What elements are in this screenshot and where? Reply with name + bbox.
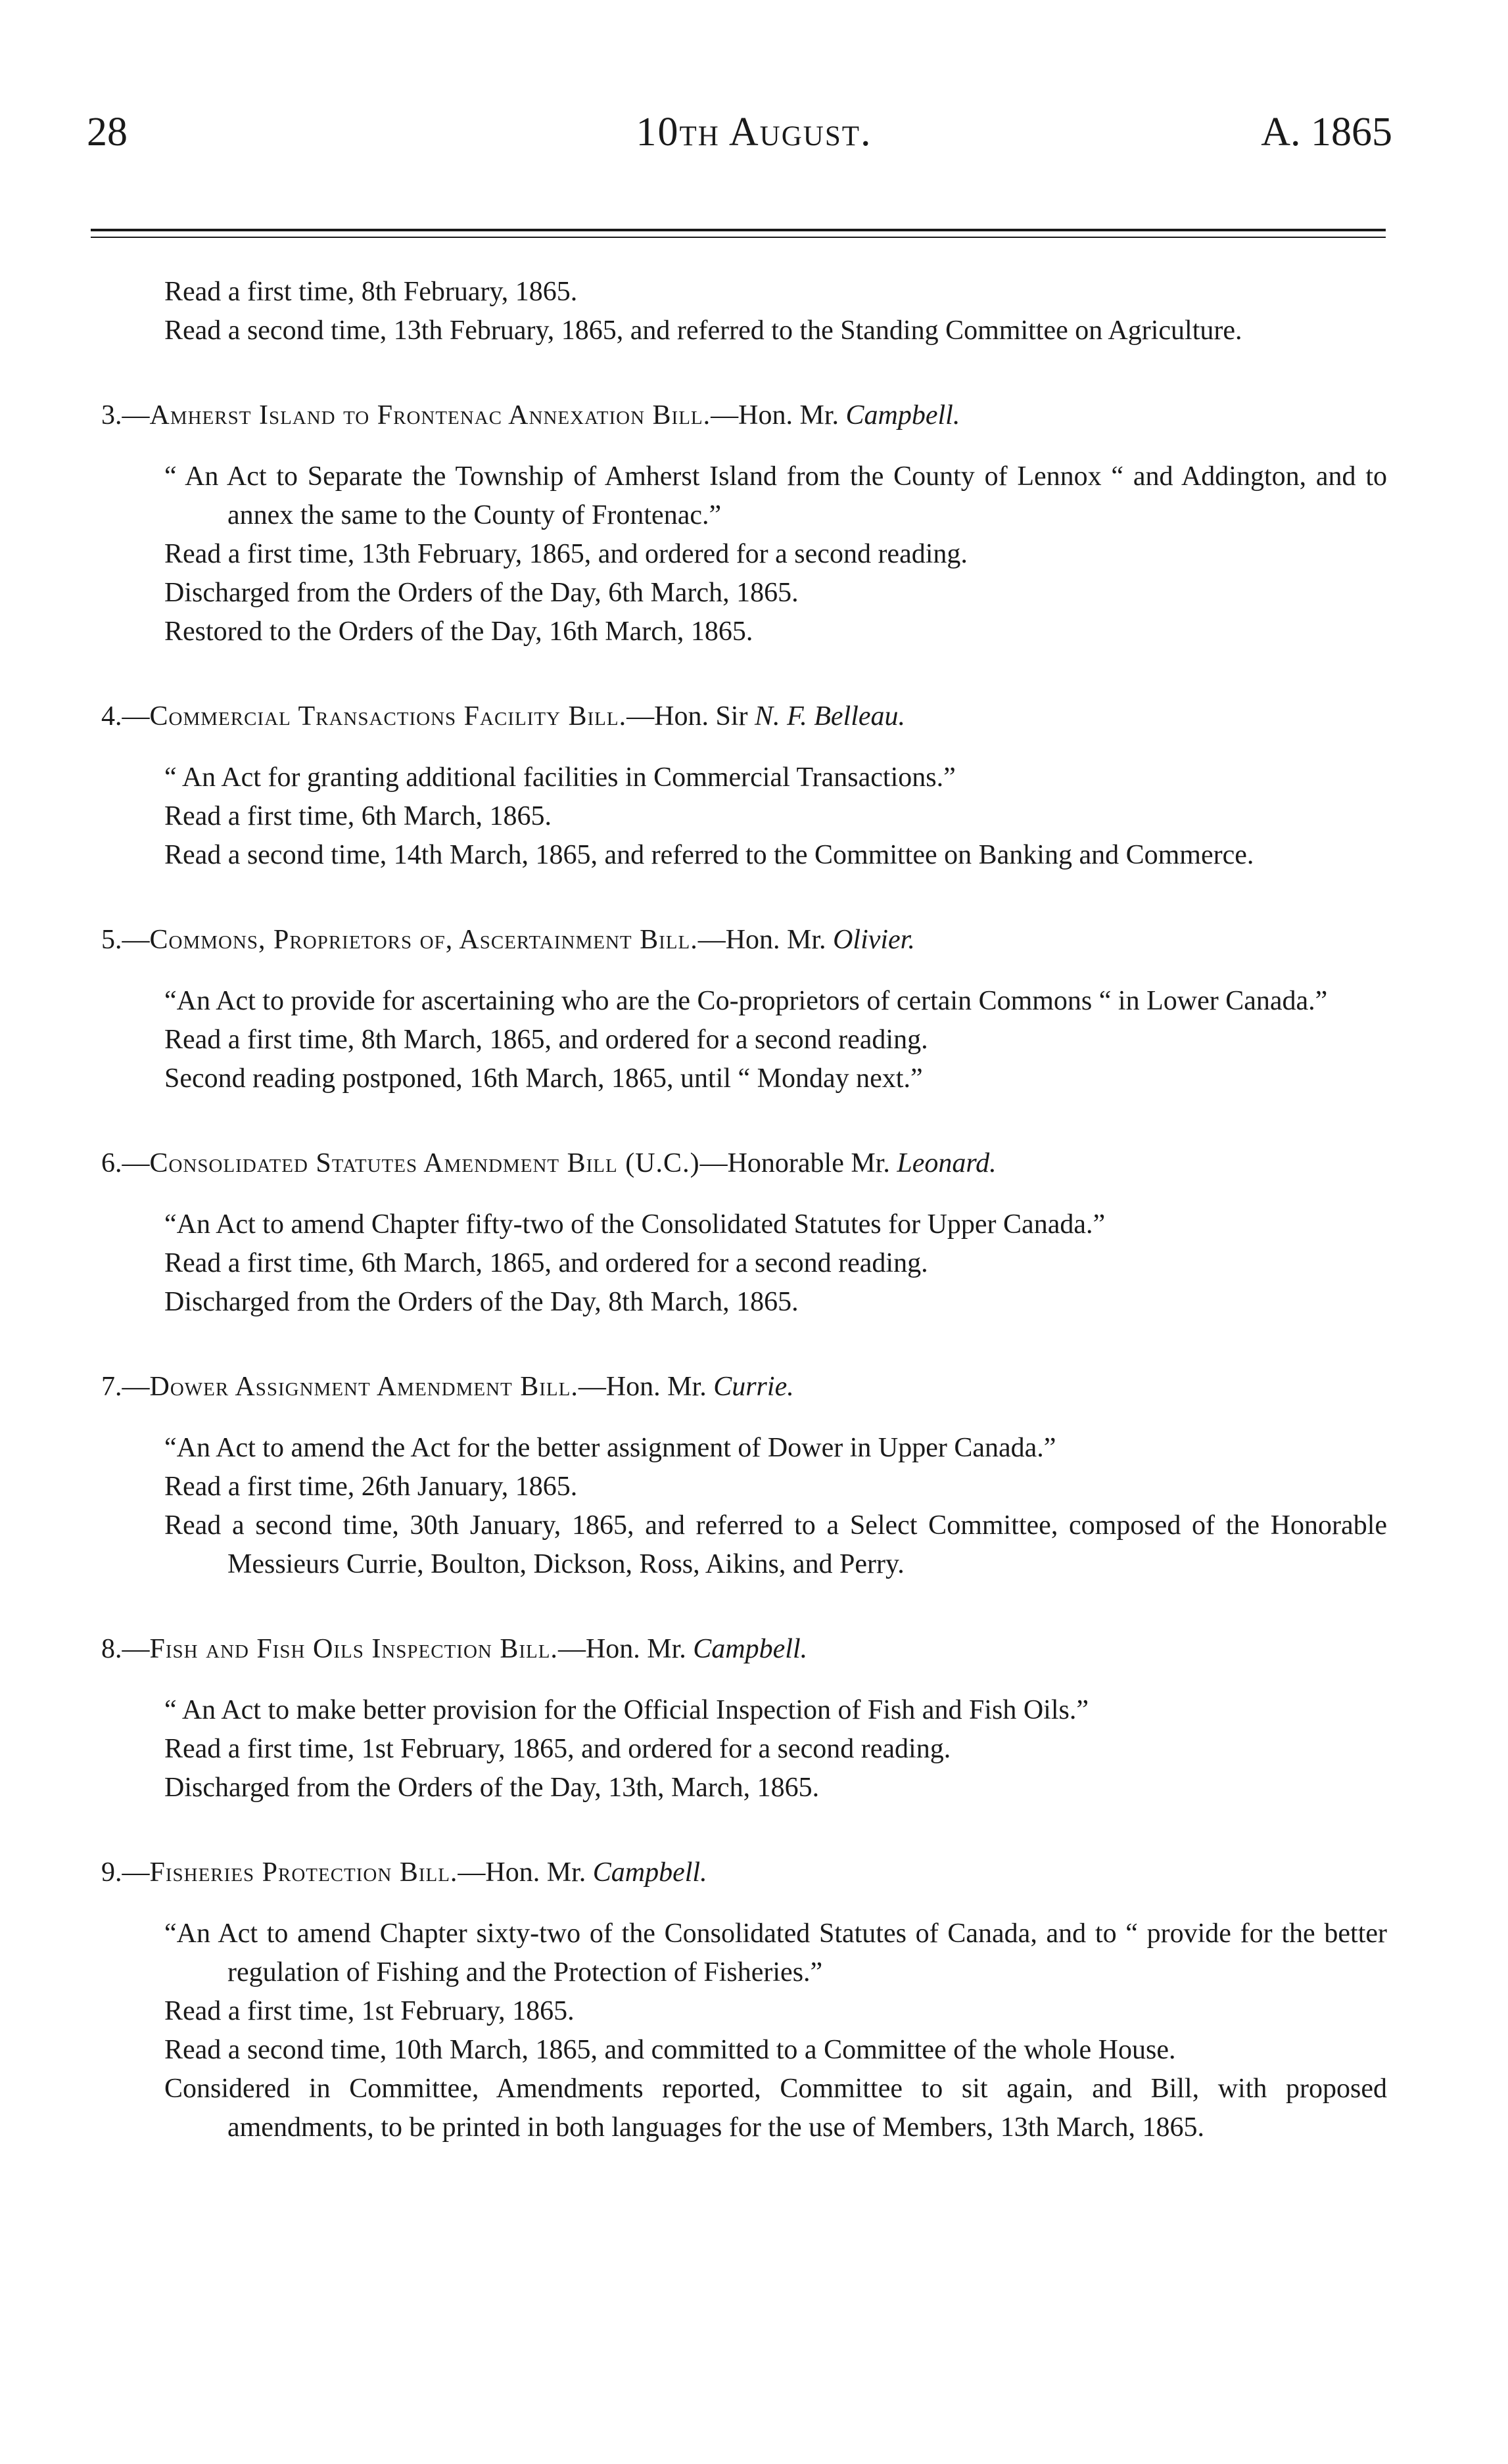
bill-name: Fisheries Protection Bill.: [149, 1857, 458, 1888]
bill-entry: Read a first time, 6th March, 1865.: [164, 801, 552, 831]
bill-entry: Read a first time, 26th January, 1865.: [164, 1472, 578, 1502]
bill-act-title: “An Act to amend the Act for the better assignment of Dower in Upper Canada.”: [164, 1433, 1056, 1463]
bill-entry: Read a first time, 1st February, 1865.: [164, 1996, 575, 2026]
bill-sponsor-prefix: —Hon. Mr.: [711, 400, 846, 430]
bill-number: 4.—: [101, 701, 150, 732]
bill-act-title: “ An Act for granting additional facilities in Commercial Transactions.”: [164, 762, 956, 793]
page-number: 28: [87, 110, 128, 154]
bill-act-title: “ An Act to Separate the Township of Amherst Island from the County of Lennox “ and Addington, and to annex the same to the County of Frontenac.”: [164, 461, 1387, 530]
bill-title: [101, 697, 1387, 736]
page-date-heading: 10th August.: [636, 110, 872, 154]
bill-entry: Read a first time, 6th March, 1865, and ordered for a second reading.: [164, 1248, 928, 1278]
bill-act-title: “An Act to amend Chapter fifty-two of the Consolidated Statutes for Upper Canada.”: [164, 1209, 1106, 1240]
page-body: [101, 273, 1387, 2147]
bill-title: [101, 1853, 1387, 1892]
bill-sponsor: Campbell.: [693, 1634, 808, 1664]
bill-name: Amherst Island to Frontenac Annexation Bill.: [149, 400, 711, 430]
bill-entry: Considered in Committee, Amendments reported, Committee to sit again, and Bill, with proposed amendments, to be printed in both languages for the use of Members, 13th March, 1865.: [164, 2074, 1387, 2143]
bill-act-title: “An Act to provide for ascertaining who are the Co-proprietors of certain Commons “ in Lower Canada.”: [164, 986, 1328, 1016]
bill-entry: Read a first time, 13th February, 1865, and ordered for a second reading.: [164, 539, 968, 569]
bill-sponsor-prefix: —Hon. Sir: [626, 701, 755, 732]
bill-sponsor-prefix: —Hon. Mr.: [458, 1857, 593, 1888]
bill-entry: Discharged from the Orders of the Day, 13th, March, 1865.: [164, 1773, 820, 1803]
bill-entry: Discharged from the Orders of the Day, 6th March, 1865.: [164, 578, 799, 608]
bill-sponsor: N. F. Belleau.: [754, 701, 905, 732]
bill-sponsor-prefix: —Hon. Mr.: [697, 925, 834, 955]
bill-title: [101, 1144, 1387, 1183]
bill-entry: Discharged from the Orders of the Day, 8th March, 1865.: [164, 1287, 799, 1317]
bill-entry: Restored to the Orders of the Day, 16th March, 1865.: [164, 616, 753, 647]
bill-title: [101, 396, 1387, 435]
bill-name: Dower Assignment Amendment Bill.: [149, 1372, 578, 1402]
bill-entry: Read a first time, 1st February, 1865, and ordered for a second reading.: [164, 1734, 951, 1764]
bill-name: Commercial Transactions Facility Bill.: [149, 701, 627, 732]
bill-title: [101, 921, 1387, 960]
bill-entry: Read a second time, 14th March, 1865, and referred to the Committee on Banking and Commerce.: [164, 840, 1254, 870]
bill-number: 3.—: [101, 400, 150, 430]
bill-number: 9.—: [101, 1857, 150, 1888]
bill-entry: Read a second time, 10th March, 1865, and committed to a Committee of the whole House.: [164, 2035, 1176, 2065]
bill-sponsor: Campbell.: [845, 400, 960, 430]
bill-sponsor-prefix: —Hon. Mr.: [557, 1634, 694, 1664]
bill-act-title: “An Act to amend Chapter sixty-two of the Consolidated Statutes of Canada, and to “ provide for the better regulation of Fishing and the Protection of Fisheries.”: [164, 1918, 1387, 1987]
bill-sponsor: Currie.: [713, 1372, 794, 1402]
bill-title: [101, 1630, 1387, 1669]
bill-sponsor-prefix: —Hon. Mr.: [578, 1372, 714, 1402]
bill-name: Consolidated Statutes Amendment Bill (U.C.): [149, 1148, 700, 1178]
bill-title: [101, 1368, 1387, 1406]
bill-name: Commons, Proprietors of, Ascertainment Bill.: [149, 925, 698, 955]
intro-entry: Read a second time, 13th February, 1865, and referred to the Standing Committee on Agriculture.: [164, 315, 1242, 346]
bill-act-title: “ An Act to make better provision for the Official Inspection of Fish and Fish Oils.”: [164, 1695, 1089, 1725]
bill-number: 5.—: [101, 925, 150, 955]
bill-entry: Read a first time, 8th March, 1865, and ordered for a second reading.: [164, 1025, 928, 1055]
bill-sponsor: Campbell.: [592, 1857, 707, 1888]
page-year: A. 1865: [1261, 110, 1392, 154]
bill-entry: Second reading postponed, 16th March, 1865, until “ Monday next.”: [164, 1063, 923, 1094]
header-rule-thick: [91, 229, 1386, 231]
bill-number: 6.—: [101, 1148, 150, 1178]
bill-name: Fish and Fish Oils Inspection Bill.: [149, 1634, 558, 1664]
bill-number: 8.—: [101, 1634, 150, 1664]
header-rule-thin: [91, 237, 1386, 238]
bill-sponsor: Leonard.: [897, 1148, 997, 1178]
bill-entry: Read a second time, 30th January, 1865, and referred to a Select Committee, composed of the Honorable Messieurs Currie, Boulton, Dickson, Ross, Aikins, and Perry.: [164, 1510, 1387, 1579]
bill-sponsor: Olivier.: [833, 925, 915, 955]
intro-entry: Read a first time, 8th February, 1865.: [164, 277, 578, 307]
bill-sponsor-prefix: —Honorable Mr.: [699, 1148, 897, 1178]
bill-number: 7.—: [101, 1372, 150, 1402]
